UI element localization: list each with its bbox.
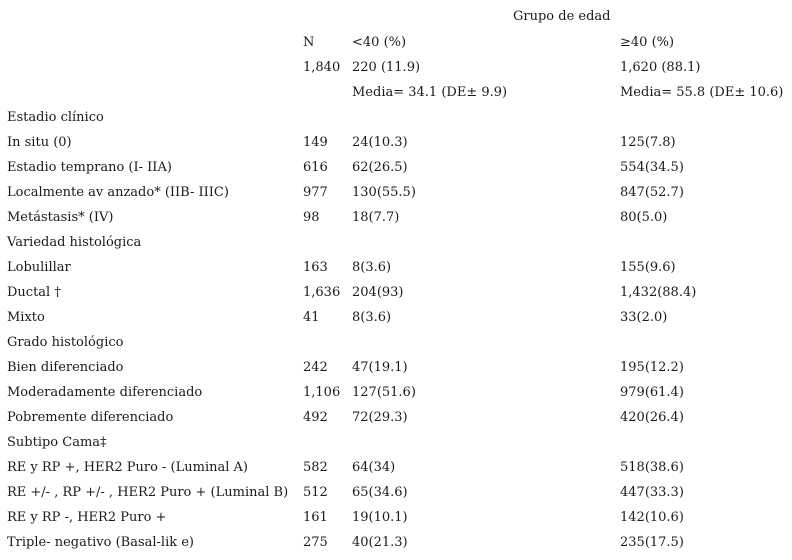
row-label: Triple- negativo (Basal-lik e) xyxy=(7,535,195,550)
cell-lt40: 8(3.6) xyxy=(352,260,392,275)
cell-n: 616 xyxy=(303,160,328,175)
table-row xyxy=(0,185,792,210)
section-header-row xyxy=(0,335,792,360)
row-label: RE y RP +, HER2 Puro - (Luminal A) xyxy=(7,460,248,475)
cell-ge40: 847(52.7) xyxy=(620,185,684,200)
row-label: RE y RP -, HER2 Puro + xyxy=(7,510,167,525)
cell-lt40: 204(93) xyxy=(352,285,404,300)
cell-n: 98 xyxy=(303,210,320,225)
cell-n: 161 xyxy=(303,510,328,525)
table-row xyxy=(0,210,792,235)
column-header-n: N xyxy=(303,35,315,50)
cell-ge40: 235(17.5) xyxy=(620,535,684,550)
cell-lt40: 19(10.1) xyxy=(352,510,408,525)
row-label: Variedad histológica xyxy=(7,235,142,250)
table-row xyxy=(0,135,792,160)
row-label: Localmente av anzado* (IIB- IIIC) xyxy=(7,185,229,200)
cell-ge40: 155(9.6) xyxy=(620,260,676,275)
means-row xyxy=(0,85,792,110)
table-row xyxy=(0,510,792,535)
cell-ge40: 554(34.5) xyxy=(620,160,684,175)
cell-n: 492 xyxy=(303,410,328,425)
cell-ge40: 1,432(88.4) xyxy=(620,285,697,300)
row-label: Estadio clínico xyxy=(7,110,104,125)
row-label: Subtipo Cama‡ xyxy=(7,435,107,450)
cell-ge40: 979(61.4) xyxy=(620,385,684,400)
table-row xyxy=(0,285,792,310)
mean-ge40: Media= 55.8 (DE± 10.6) xyxy=(620,85,784,100)
cell-ge40: 518(38.6) xyxy=(620,460,684,475)
table-row xyxy=(0,535,792,560)
row-label: Moderadamente diferenciado xyxy=(7,385,203,400)
column-header-lt40: <40 (%) xyxy=(352,35,407,50)
cell-n: 1,636 xyxy=(303,285,341,300)
cell-n: 275 xyxy=(303,535,328,550)
cell-lt40: 130(55.5) xyxy=(352,185,416,200)
cell-lt40: 127(51.6) xyxy=(352,385,416,400)
row-label: Mixto xyxy=(7,310,45,325)
cell-lt40: 18(7.7) xyxy=(352,210,400,225)
group-header: Grupo de edad xyxy=(513,9,611,24)
cell-lt40: 47(19.1) xyxy=(352,360,408,375)
table-row xyxy=(0,385,792,410)
row-label: Lobulillar xyxy=(7,260,71,275)
column-header-row xyxy=(0,35,792,60)
table-row xyxy=(0,310,792,335)
table-row xyxy=(0,160,792,185)
cell-n: 1,106 xyxy=(303,385,341,400)
cell-ge40: 195(12.2) xyxy=(620,360,684,375)
cell-lt40: 72(29.3) xyxy=(352,410,408,425)
cell-lt40: 62(26.5) xyxy=(352,160,408,175)
cell-lt40: 40(21.3) xyxy=(352,535,408,550)
cell-lt40: 64(34) xyxy=(352,460,396,475)
table-row xyxy=(0,360,792,385)
mean-lt40: Media= 34.1 (DE± 9.9) xyxy=(352,85,508,100)
cell-ge40: 420(26.4) xyxy=(620,410,684,425)
cell-lt40: 24(10.3) xyxy=(352,135,408,150)
cell-ge40: 142(10.6) xyxy=(620,510,684,525)
cell-ge40: 80(5.0) xyxy=(620,210,668,225)
row-label: Pobremente diferenciado xyxy=(7,410,174,425)
cell-lt40: 65(34.6) xyxy=(352,485,408,500)
cell-n: 582 xyxy=(303,460,328,475)
total-ge40: 1,620 (88.1) xyxy=(620,60,701,75)
cell-ge40: 447(33.3) xyxy=(620,485,684,500)
total-n: 1,840 xyxy=(303,60,341,75)
cell-ge40: 33(2.0) xyxy=(620,310,668,325)
cell-ge40: 125(7.8) xyxy=(620,135,676,150)
cell-n: 41 xyxy=(303,310,320,325)
cell-n: 977 xyxy=(303,185,328,200)
row-label: Ductal † xyxy=(7,285,61,300)
section-header-row xyxy=(0,435,792,460)
column-header-ge40: ≥40 (%) xyxy=(620,35,675,50)
row-label: Grado histológico xyxy=(7,335,124,350)
table-row xyxy=(0,260,792,285)
section-header-row xyxy=(0,110,792,135)
row-label: RE +/- , RP +/- , HER2 Puro + (Luminal B) xyxy=(7,485,289,500)
row-label: Bien diferenciado xyxy=(7,360,124,375)
totals-row xyxy=(0,60,792,85)
row-label: Estadio temprano (I- IIA) xyxy=(7,160,172,175)
table-row xyxy=(0,460,792,485)
section-header-row xyxy=(0,235,792,260)
cell-n: 163 xyxy=(303,260,328,275)
row-label: Metástasis* (IV) xyxy=(7,210,114,225)
group-header-row xyxy=(0,9,792,34)
total-lt40: 220 (11.9) xyxy=(352,60,421,75)
table-row xyxy=(0,410,792,435)
row-label: In situ (0) xyxy=(7,135,72,150)
cell-n: 242 xyxy=(303,360,328,375)
cell-lt40: 8(3.6) xyxy=(352,310,392,325)
cell-n: 512 xyxy=(303,485,328,500)
cell-n: 149 xyxy=(303,135,328,150)
table-row xyxy=(0,485,792,510)
